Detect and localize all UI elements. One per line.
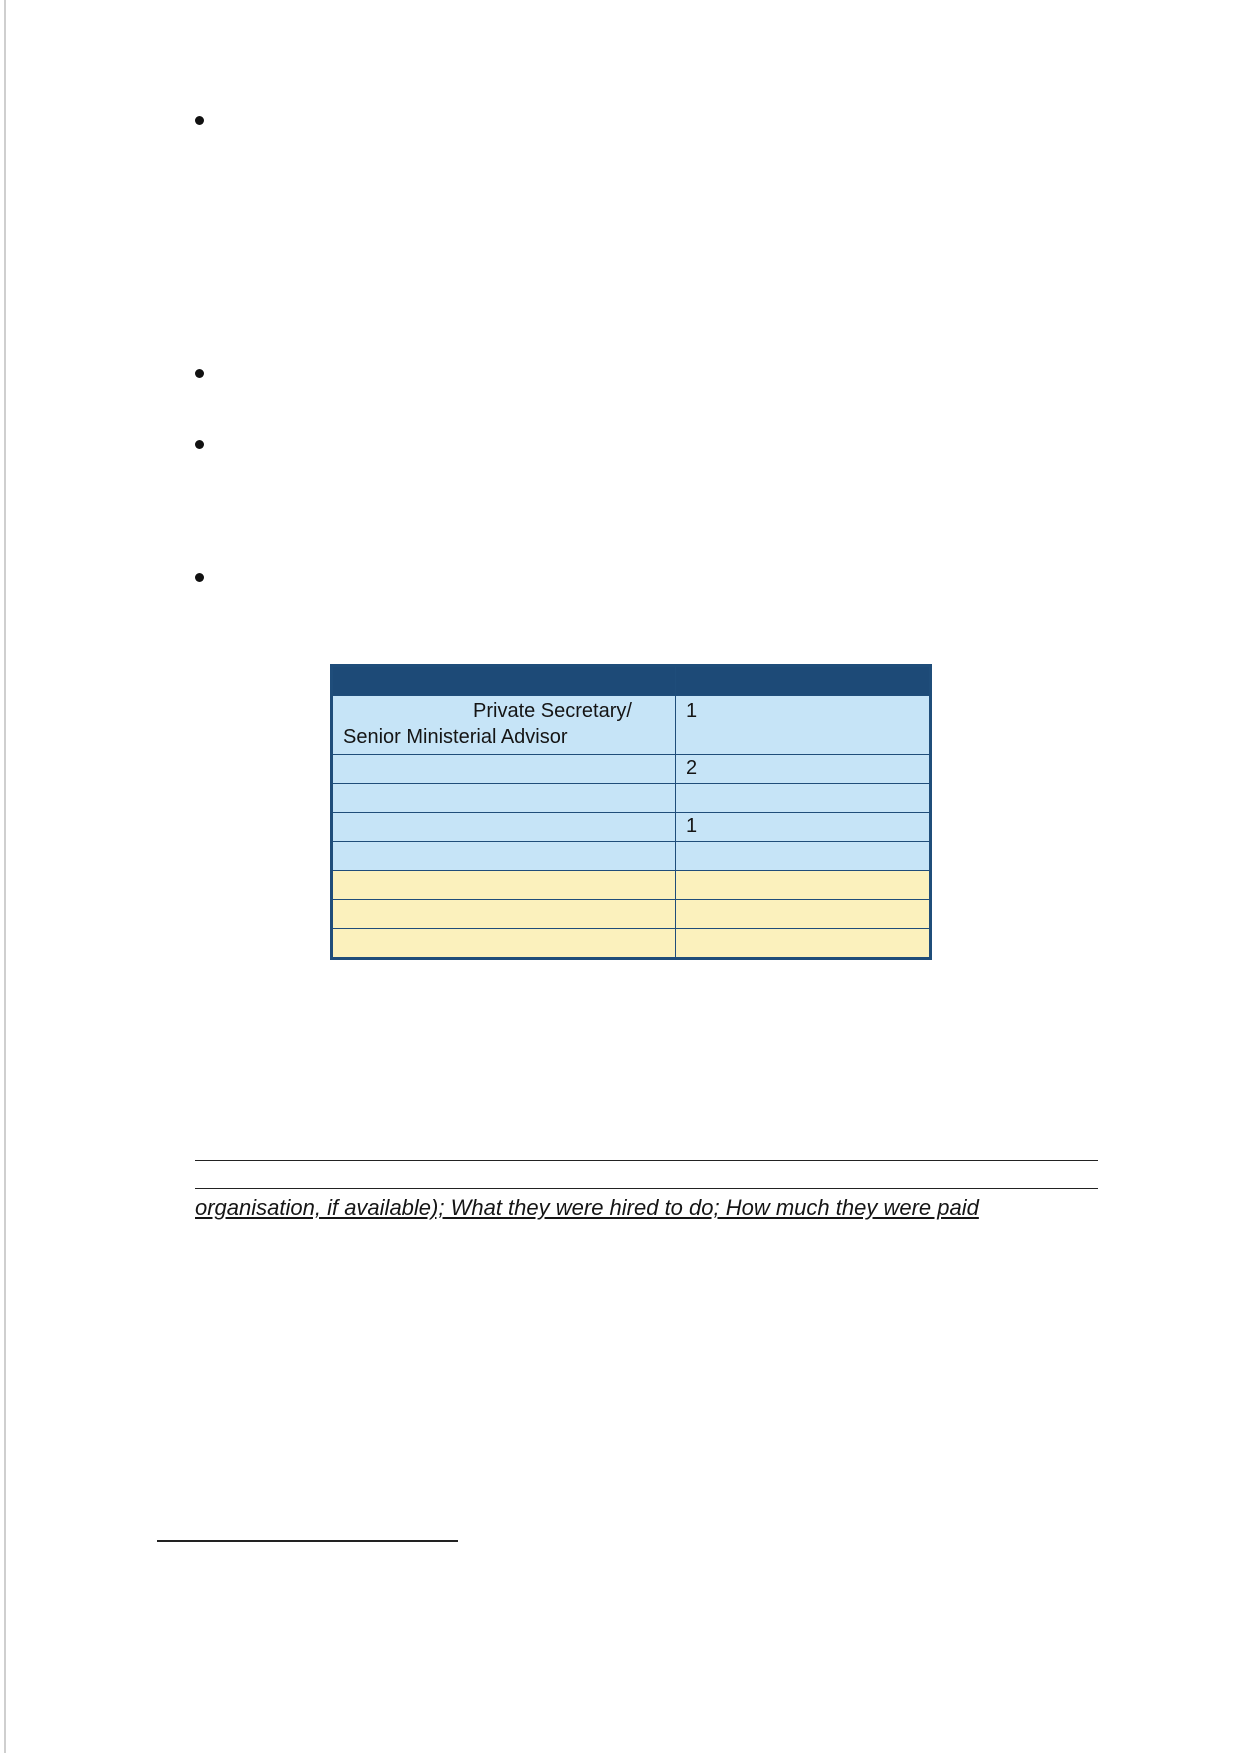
role-cell <box>333 813 676 842</box>
bullet-point <box>195 440 204 449</box>
table-row <box>333 755 930 784</box>
table-row <box>333 929 930 958</box>
underline-rule <box>195 1160 1098 1161</box>
table-row <box>333 784 930 813</box>
table-row <box>333 696 930 755</box>
table-row <box>333 900 930 929</box>
count-cell <box>676 871 930 900</box>
count-cell <box>676 784 930 813</box>
role-text-line1: Private Secretary/ <box>473 700 632 722</box>
page-edge-shadow <box>4 0 6 1753</box>
count-cell <box>676 929 930 958</box>
table-header-row <box>333 667 930 696</box>
count-cell <box>676 900 930 929</box>
role-text-line2: Senior Ministerial Advisor <box>343 726 568 748</box>
count-cell <box>676 842 930 871</box>
count-cell: 1 <box>676 696 930 755</box>
count-cell: 2 <box>676 755 930 784</box>
count-cell: 1 <box>676 813 930 842</box>
staff-table <box>330 664 932 960</box>
underline-rule <box>195 1188 1098 1189</box>
role-cell <box>333 900 676 929</box>
bullet-point <box>195 116 204 125</box>
role-cell <box>333 929 676 958</box>
bullet-point <box>195 573 204 582</box>
bullet-point <box>195 369 204 378</box>
header-cell-count <box>676 667 930 696</box>
role-cell <box>333 696 676 755</box>
role-cell <box>333 755 676 784</box>
underlined-italic-text: organisation, if available); What they were hired to do; How much they were paid <box>195 1195 979 1220</box>
footnote-separator <box>157 1540 458 1542</box>
table-row <box>333 813 930 842</box>
table-row <box>333 871 930 900</box>
role-cell <box>333 784 676 813</box>
role-cell <box>333 871 676 900</box>
role-cell <box>333 842 676 871</box>
table-row <box>333 842 930 871</box>
header-cell-role <box>333 667 676 696</box>
